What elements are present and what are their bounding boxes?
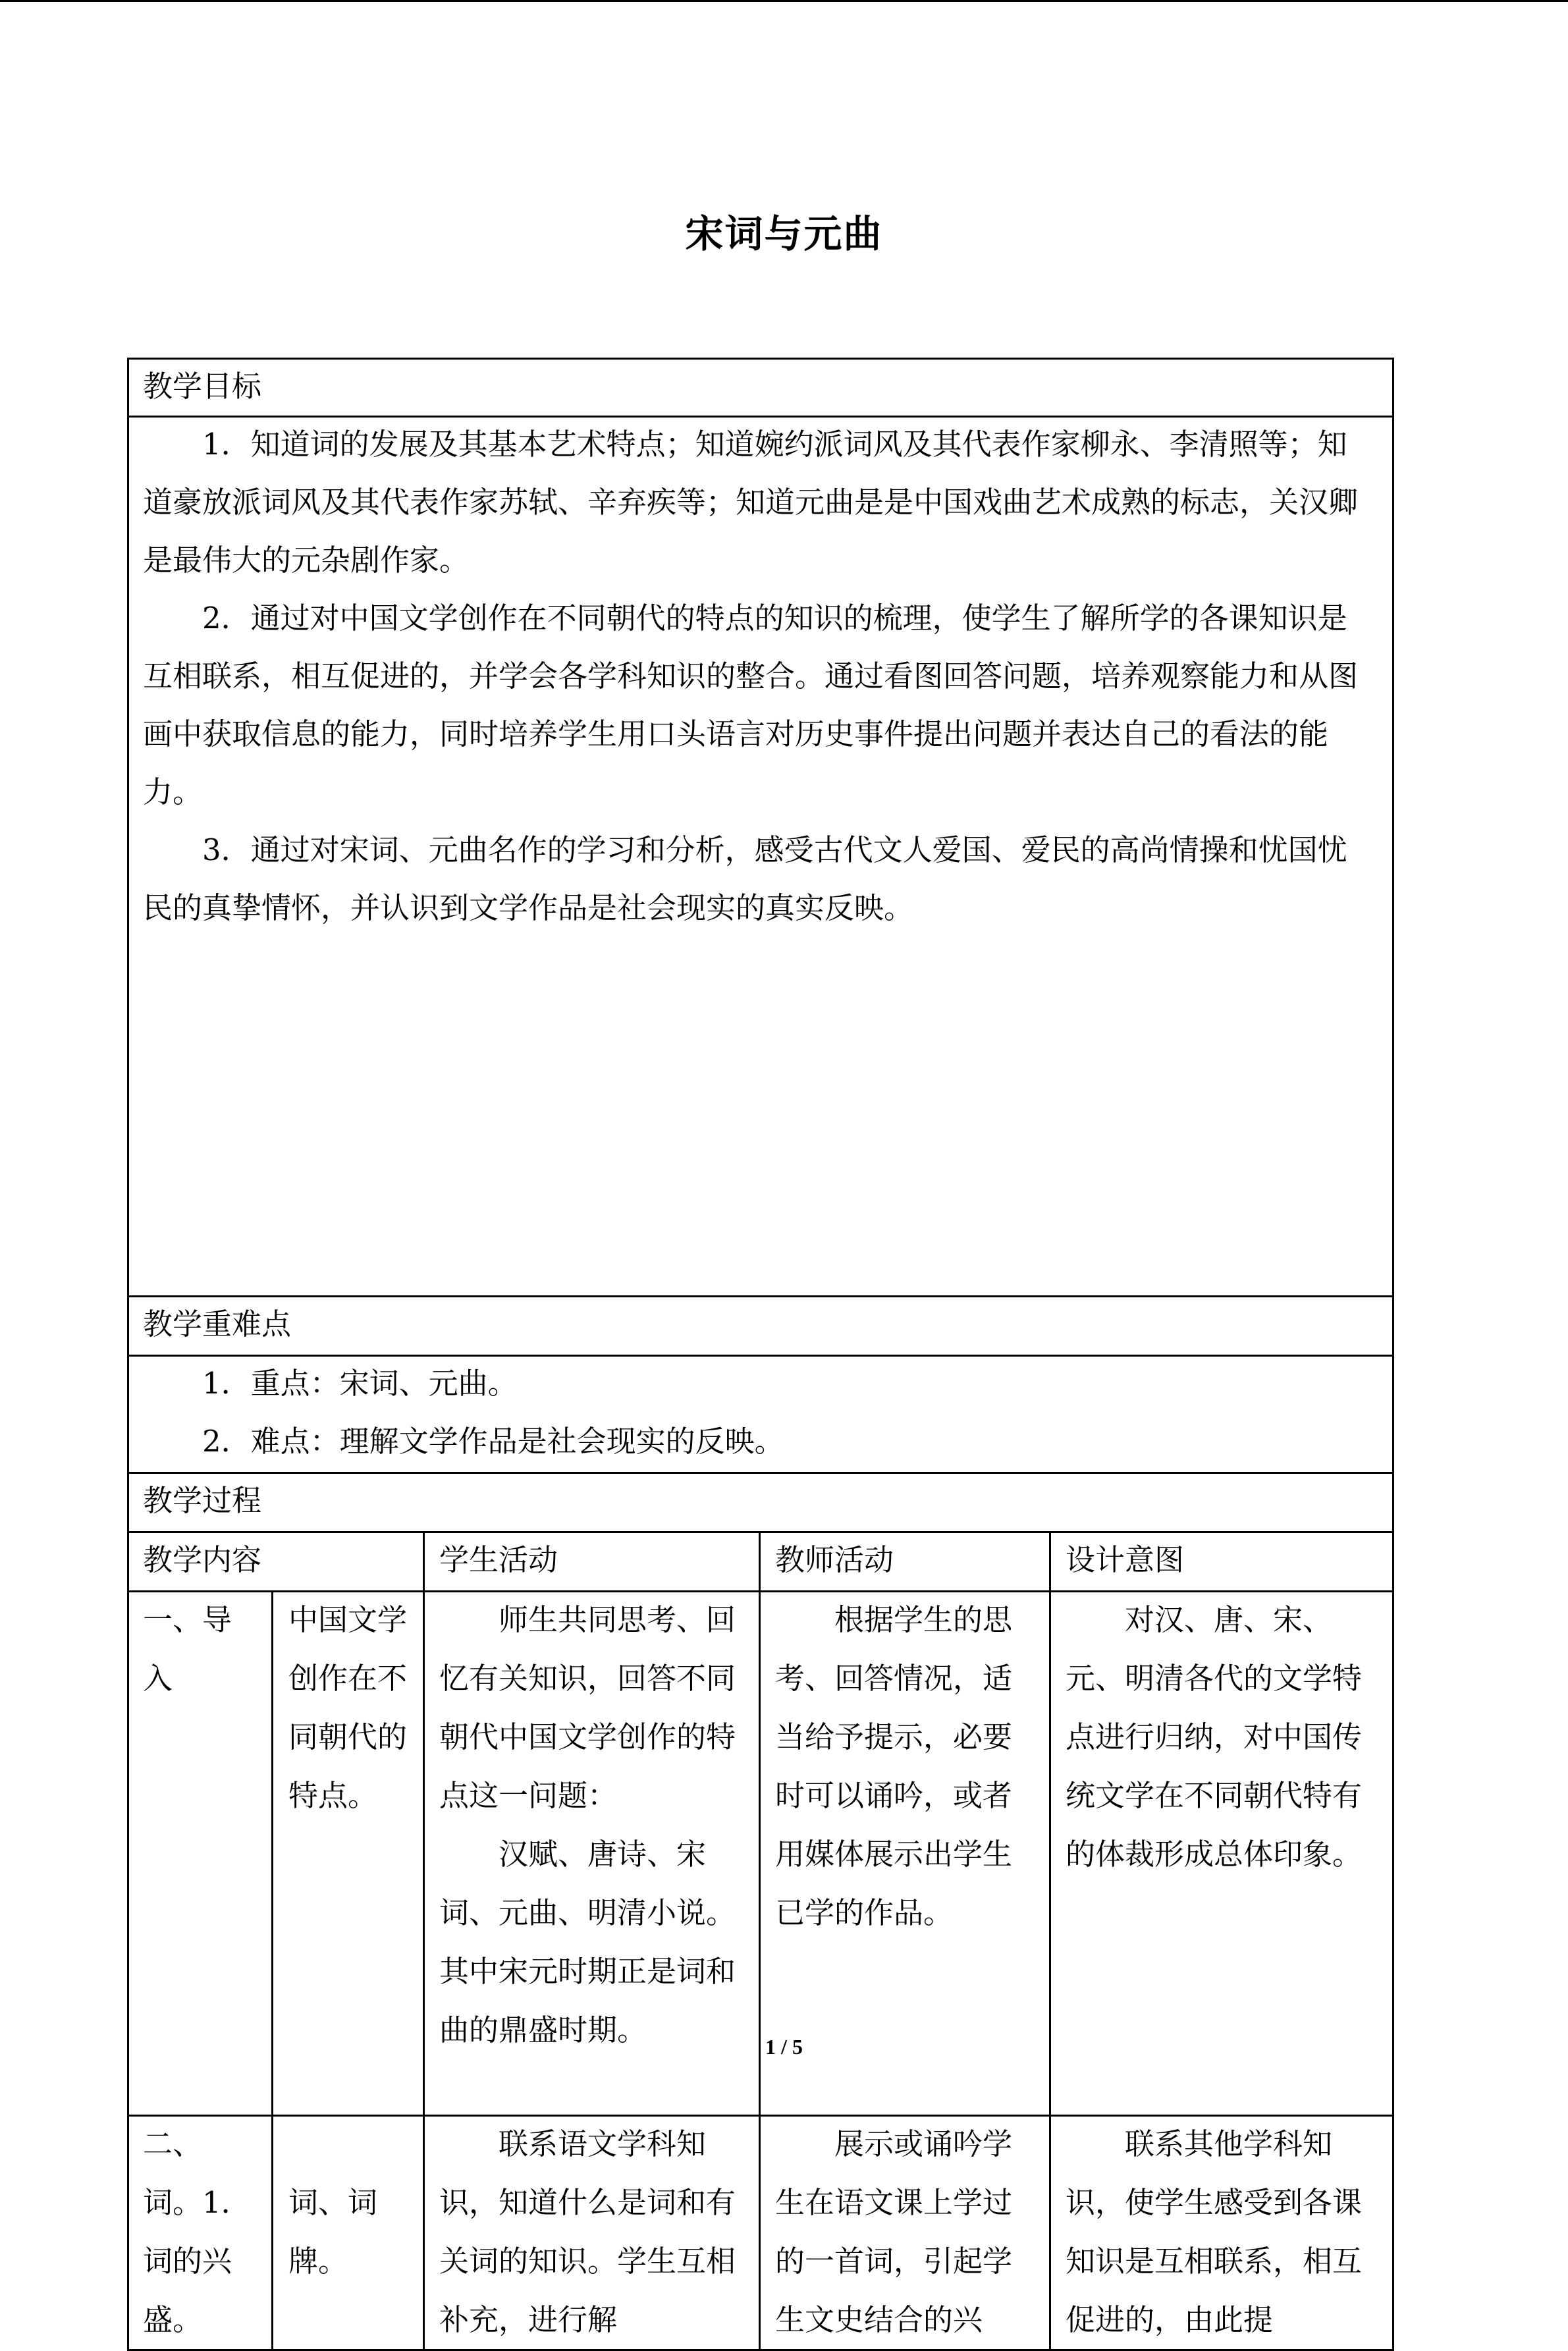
rule-content-student — [423, 1531, 425, 2351]
row-1-stage: 一、导入 — [143, 1602, 232, 1696]
page-top-rule — [0, 0, 1568, 2]
difficulties-header-text: 教学重难点 — [143, 1307, 292, 1341]
objectives-body — [143, 416, 1376, 937]
column-header-teacher: 教师活动 — [775, 1542, 894, 1577]
row-2-teacher-activity — [775, 2115, 1037, 2349]
process-header — [143, 1472, 1381, 1531]
row-2-topic: 词、词牌。 — [288, 2185, 378, 2279]
row-1-teacher-activity — [775, 1590, 1037, 1942]
rule-teacher-intent — [1049, 1531, 1051, 2351]
rule-student-teacher — [759, 1531, 761, 2351]
column-header-content: 教学内容 — [143, 1542, 262, 1577]
row-1-student-activity — [439, 1590, 745, 2059]
design-intent-paragraph: 联系其他学科知识，使学生感受到各课知识是互相联系，相互促进的，由此提 — [1066, 2126, 1363, 2337]
difficulty-item: 1．重点：宋词、元曲。 — [202, 1366, 518, 1401]
student-activity-paragraph: 联系语文学科知识，知道什么是词和有关词的知识。学生互相补充，进行解 — [439, 2126, 736, 2337]
row-2-stage: 二、词。1．词的兴盛。 — [143, 2126, 251, 2337]
difficulties-header — [143, 1295, 1381, 1355]
teacher-activity-paragraph: 根据学生的思考、回答情况，适当给予提示，必要时可以诵吟，或者用媒体展示出学生已学的作品。 — [775, 1602, 1013, 1930]
document-title: 宋词与元曲 — [685, 211, 883, 256]
student-activity-paragraph: 师生共同思考、回忆有关知识，回答不同朝代中国文学创作的特点这一问题： — [439, 1602, 736, 1813]
page-indicator: 1 / 5 — [765, 2035, 803, 2059]
objective-item: 2．通过对中国文学创作在不同朝代的特点的知识的梳理，使学生了解所学的各课知识是互相联系，相互促进的，并学会各学科知识的整合。通过看图回答问题，培养观察能力和从图画中获取信息的能力，同时培养学生用口头语言对历史事件提出问题并表达自己的看法的能力。 — [143, 601, 1359, 809]
row-2-design-intent — [1066, 2115, 1371, 2349]
column-header-intent: 设计意图 — [1066, 1542, 1185, 1577]
difficulty-item: 2．难点：理解文学作品是社会现实的反映。 — [202, 1424, 784, 1459]
process-header-text: 教学过程 — [143, 1483, 262, 1518]
column-header-student: 学生活动 — [439, 1542, 558, 1577]
student-activity-paragraph: 汉赋、唐诗、宋词、元曲、明清小说。其中宋元时期正是词和曲的鼎盛时期。 — [439, 1837, 736, 2047]
row-1-topic: 中国文学创作在不同朝代的特点。 — [288, 1602, 408, 1813]
design-intent-paragraph: 对汉、唐、宋、元、明清各代的文学特点进行归纳，对中国传统文学在不同朝代特有的体裁形成总体印象。 — [1066, 1602, 1363, 1872]
objectives-header-text: 教学目标 — [143, 369, 262, 404]
row-2-student-activity — [439, 2115, 745, 2349]
objectives-header — [143, 358, 1381, 416]
difficulties-body — [143, 1355, 1376, 1471]
teacher-activity-paragraph: 展示或诵吟学生在语文课上学过的一首词，引起学生文史结合的兴 — [775, 2126, 1013, 2337]
row-1-design-intent — [1066, 1590, 1371, 1883]
rule-stage-topic — [271, 1590, 273, 2351]
objective-item: 3．通过对宋词、元曲名作的学习和分析，感受古代文人爱国、爱民的高尚情操和忧国忧民的真挚情怀，并认识到文学作品是社会现实的真实反映。 — [143, 832, 1347, 925]
objective-item: 1．知道词的发展及其基本艺术特点；知道婉约派词风及其代表作家柳永、李清照等；知道豪放派词风及其代表作家苏轼、辛弃疾等；知道元曲是是中国戏曲艺术成熟的标志，关汉卿是最伟大的元杂剧作家。 — [143, 427, 1359, 578]
